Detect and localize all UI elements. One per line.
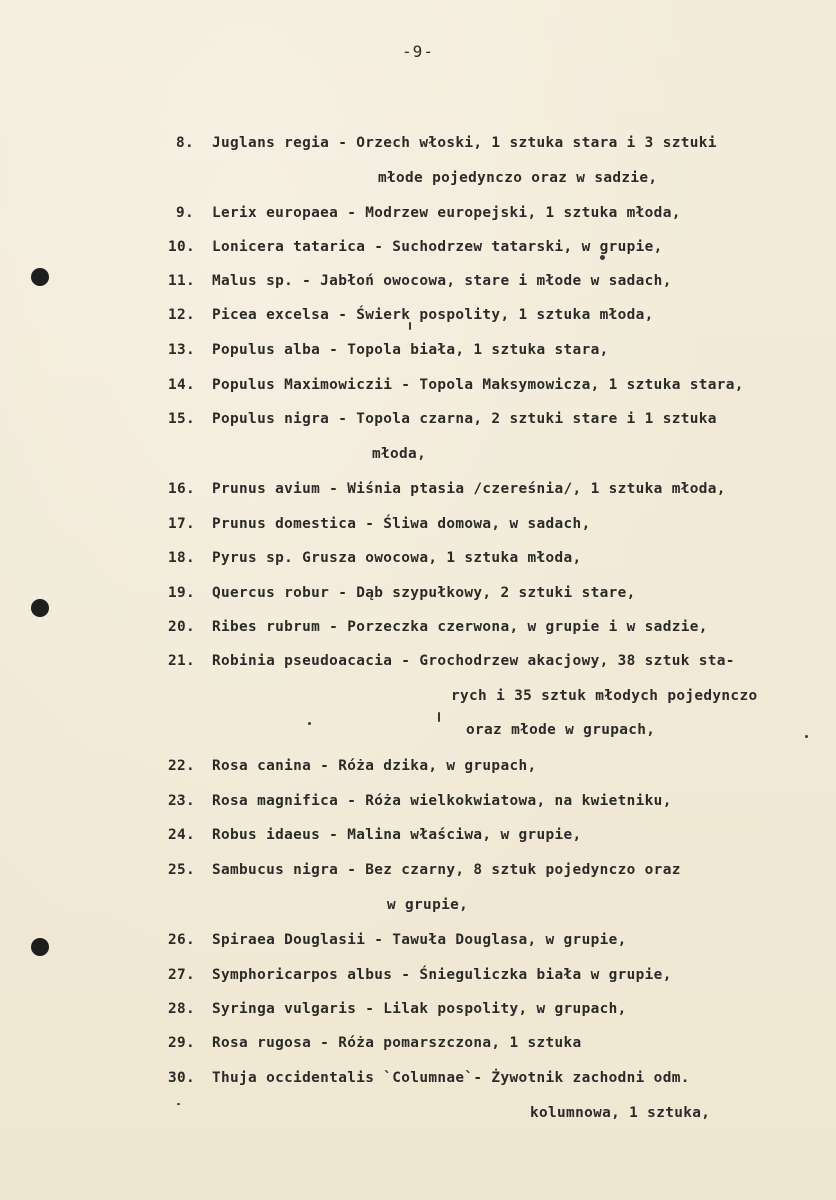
punch-hole <box>31 938 49 956</box>
entry-continuation: kolumnowa, 1 sztuka, <box>530 1105 711 1121</box>
entry-text: Rosa magnifica - Róża wielkokwiatowa, na kwietniku, <box>212 793 672 809</box>
ink-speck <box>600 255 605 260</box>
ink-speck <box>177 1103 180 1105</box>
page-number: -9- <box>402 42 434 61</box>
entry-text: Pyrus sp. Grusza owocowa, 1 sztuka młoda, <box>212 550 582 566</box>
entry-number: 18. <box>168 550 196 566</box>
entry-text: Malus sp. - Jabłoń owocowa, stare i młode w sadach, <box>212 273 672 289</box>
entry-number: 27. <box>168 967 196 983</box>
entry-text: Robinia pseudoacacia - Grochodrzew akacjowy, 38 sztuk sta- <box>212 653 735 669</box>
entry-number: 20. <box>168 619 196 635</box>
entry-text: Prunus domestica - Śliwa domowa, w sadach, <box>212 516 591 532</box>
entry-text: Rosa rugosa - Róża pomarszczona, 1 sztuka <box>212 1035 582 1051</box>
entry-continuation: młoda, <box>372 446 427 462</box>
entry-text: Syringa vulgaris - Lilak pospolity, w grupach, <box>212 1001 627 1017</box>
entry-number: 25. <box>168 862 196 878</box>
entry-continuation: młode pojedynczo oraz w sadzie, <box>378 170 658 186</box>
entry-number: 11. <box>168 273 196 289</box>
entry-text: Juglans regia - Orzech włoski, 1 sztuka stara i 3 sztuki <box>212 135 717 151</box>
entry-text: Populus alba - Topola biała, 1 sztuka stara, <box>212 342 609 358</box>
ink-speck <box>805 735 808 738</box>
entry-continuation: w grupie, <box>387 897 469 913</box>
entry-text: Symphoricarpos albus - Śnieguliczka biała w grupie, <box>212 967 672 983</box>
entry-number: 15. <box>168 411 196 427</box>
ink-speck <box>308 722 311 725</box>
ink-speck <box>438 712 440 722</box>
entry-number: 26. <box>168 932 196 948</box>
entry-text: Ribes rubrum - Porzeczka czerwona, w grupie i w sadzie, <box>212 619 708 635</box>
entry-text: Rosa canina - Róża dzika, w grupach, <box>212 758 537 774</box>
entry-text: Populus Maximowiczii - Topola Maksymowicza, 1 sztuka stara, <box>212 377 744 393</box>
entry-number: 14. <box>168 377 196 393</box>
entry-text: Thuja occidentalis `Columnae`- Żywotnik zachodni odm. <box>212 1070 690 1086</box>
entry-number: 17. <box>168 516 196 532</box>
entry-text: Picea excelsa - Świerk pospolity, 1 sztuka młoda, <box>212 307 654 323</box>
entry-number: 16. <box>168 481 196 497</box>
entry-text: Populus nigra - Topola czarna, 2 sztuki stare i 1 sztuka <box>212 411 717 427</box>
entry-number: 13. <box>168 342 196 358</box>
entry-number: 9. <box>176 205 195 221</box>
entry-number: 21. <box>168 653 196 669</box>
entry-number: 29. <box>168 1035 196 1051</box>
entry-text: Prunus avium - Wiśnia ptasia /czereśnia/, 1 sztuka młoda, <box>212 481 726 497</box>
entry-number: 12. <box>168 307 196 323</box>
entry-number: 30. <box>168 1070 196 1086</box>
entry-text: Robus idaeus - Malina właściwa, w grupie, <box>212 827 582 843</box>
entry-number: 22. <box>168 758 196 774</box>
entry-text: Spiraea Douglasii - Tawuła Douglasa, w grupie, <box>212 932 627 948</box>
punch-hole <box>31 268 49 286</box>
entry-text: Sambucus nigra - Bez czarny, 8 sztuk pojedynczo oraz <box>212 862 681 878</box>
entry-number: 23. <box>168 793 196 809</box>
entry-continuation: rych i 35 sztuk młodych pojedynczo <box>451 688 758 704</box>
entry-number: 8. <box>176 135 195 151</box>
entry-number: 19. <box>168 585 196 601</box>
entry-text: Lonicera tatarica - Suchodrzew tatarski, w grupie, <box>212 239 663 255</box>
entry-text: Lerix europaea - Modrzew europejski, 1 sztuka młoda, <box>212 205 681 221</box>
punch-hole <box>31 599 49 617</box>
entry-number: 28. <box>168 1001 196 1017</box>
ink-speck <box>409 322 411 330</box>
entry-number: 24. <box>168 827 196 843</box>
entry-text: Quercus robur - Dąb szypułkowy, 2 sztuki stare, <box>212 585 636 601</box>
entry-number: 10. <box>168 239 196 255</box>
entry-continuation: oraz młode w grupach, <box>466 722 656 738</box>
